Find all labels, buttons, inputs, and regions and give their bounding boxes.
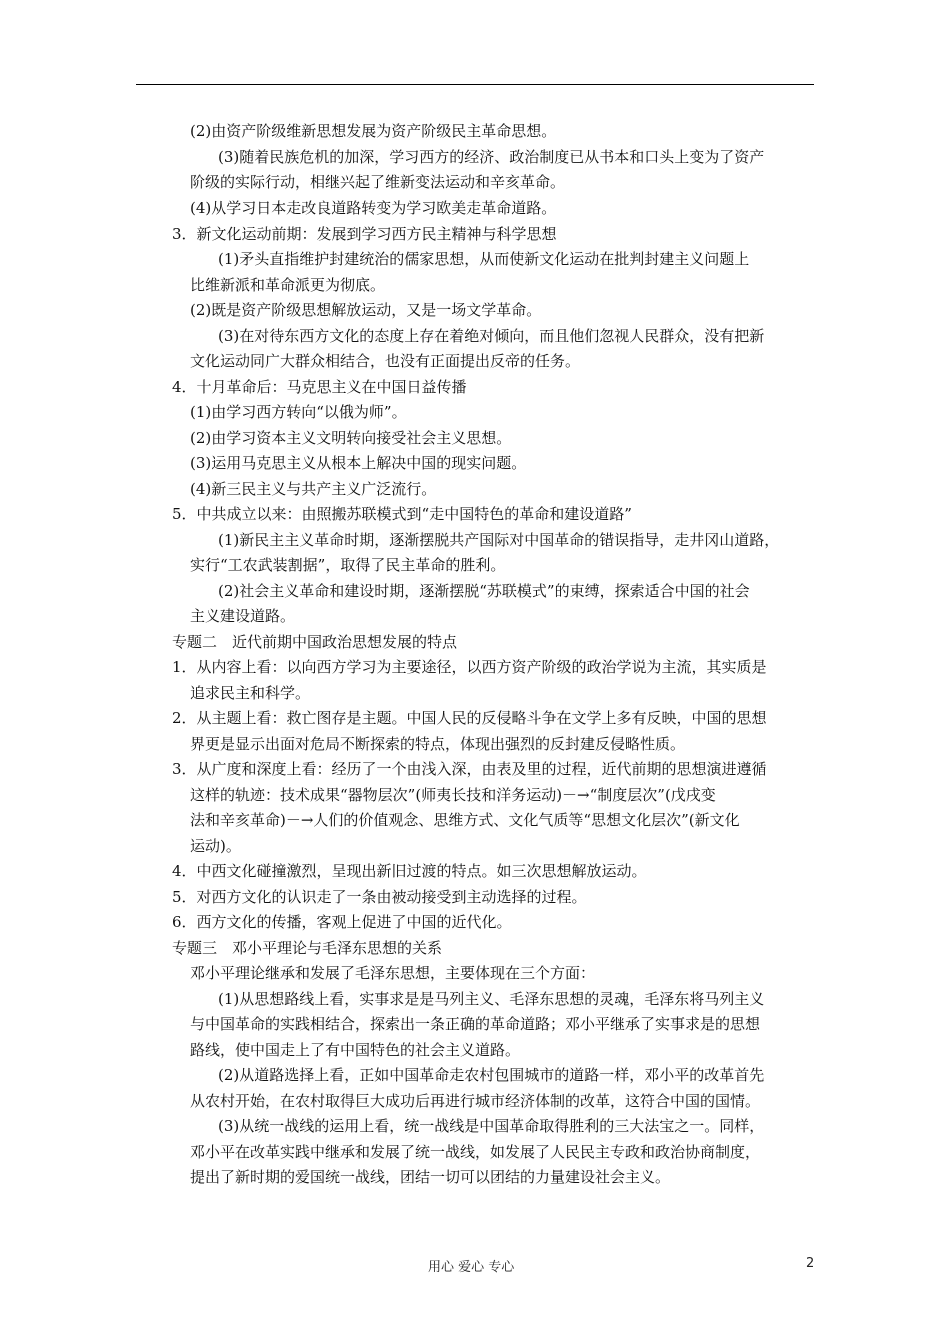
topic-heading: 专题二 近代前期中国政治思想发展的特点 bbox=[172, 633, 458, 651]
text-line: 界更是显示出面对危局不断探索的特点，体现出强烈的反封建反侵略性质。 bbox=[190, 735, 686, 753]
text-line: 2．从主题上看：救亡图存是主题。中国人民的反侵略斗争在文学上多有反映，中国的思想 bbox=[172, 709, 767, 727]
text-line: 追求民主和科学。 bbox=[190, 684, 311, 702]
text-line: (2)由学习资本主义文明转向接受社会主义思想。 bbox=[190, 429, 512, 447]
text-line: 文化运动同广大群众相结合，也没有正面提出反帝的任务。 bbox=[190, 352, 581, 370]
text-line: 阶级的实际行动，相继兴起了维新变法运动和辛亥革命。 bbox=[190, 173, 566, 191]
text-line: 运动)。 bbox=[190, 837, 241, 855]
section-item-heading: 3．新文化运动前期：发展到学习西方民主精神与科学思想 bbox=[172, 225, 557, 243]
text-line: 提出了新时期的爱国统一战线，团结一切可以团结的力量建设社会主义。 bbox=[190, 1168, 671, 1186]
text-line: 与中国革命的实践相结合，探索出一条正确的革命道路；邓小平继承了实事求是的思想 bbox=[190, 1015, 761, 1033]
footer-motto: 用心 爱心 专心 bbox=[428, 1260, 515, 1275]
header-rule bbox=[136, 84, 814, 85]
text-line: (3)在对待东西方文化的态度上存在着绝对倾向，而且他们忽视人民群众，没有把新 bbox=[218, 327, 765, 345]
text-line: 3．从广度和深度上看：经历了一个由浅入深，由表及里的过程，近代前期的思想演进遵循 bbox=[172, 760, 767, 778]
text-line: 主义建设道路。 bbox=[190, 607, 296, 625]
text-line: 这样的轨迹：技术成果“器物层次”(师夷长技和洋务运动)－→“制度层次”(戊戌变 bbox=[190, 786, 716, 804]
text-line: (4)从学习日本走改良道路转变为学习欧美走革命道路。 bbox=[190, 199, 557, 217]
text-line: (2)由资产阶级维新思想发展为资产阶级民主革命思想。 bbox=[190, 122, 557, 140]
text-line: (1)从思想路线上看，实事求是是马列主义、毛泽东思想的灵魂，毛泽东将马列主义 bbox=[218, 990, 765, 1008]
page-number: 2 bbox=[806, 1256, 815, 1271]
text-line: 1．从内容上看：以向西方学习为主要途径，以西方资产阶级的政治学说为主流，其实质是 bbox=[172, 658, 767, 676]
text-line: 邓小平理论继承和发展了毛泽东思想，主要体现在三个方面： bbox=[190, 964, 596, 982]
section-item-heading: 5．中共成立以来：由照搬苏联模式到“走中国特色的革命和建设道路” bbox=[172, 505, 632, 523]
text-line: (3)随着民族危机的加深，学习西方的经济、政治制度已从书本和口头上变为了资产 bbox=[218, 148, 765, 166]
text-line: 比维新派和革命派更为彻底。 bbox=[190, 276, 386, 294]
text-line: 邓小平在改革实践中继承和发展了统一战线，如发展了人民民主专政和政治协商制度， bbox=[190, 1143, 761, 1161]
text-line: 实行“工农武装割据”，取得了民主革命的胜利。 bbox=[190, 556, 506, 574]
text-line: (1)新民主主义革命时期，逐渐摆脱共产国际对中国革命的错误指导，走井冈山道路， bbox=[218, 531, 780, 549]
text-line: 5．对西方文化的认识走了一条由被动接受到主动选择的过程。 bbox=[172, 888, 587, 906]
text-line: (2)既是资产阶级思想解放运动，又是一场文学革命。 bbox=[190, 301, 542, 319]
text-line: (2)社会主义革命和建设时期，逐渐摆脱“苏联模式”的束缚，探索适合中国的社会 bbox=[218, 582, 750, 600]
text-line: 从农村开始，在农村取得巨大成功后再进行城市经济体制的改革，这符合中国的国情。 bbox=[190, 1092, 761, 1110]
text-line: 路线，使中国走上了有中国特色的社会主义道路。 bbox=[190, 1041, 521, 1059]
text-line: 6．西方文化的传播，客观上促进了中国的近代化。 bbox=[172, 913, 512, 931]
text-line: (2)从道路选择上看，正如中国革命走农村包围城市的道路一样，邓小平的改革首先 bbox=[218, 1066, 765, 1084]
text-line: (4)新三民主义与共产主义广泛流行。 bbox=[190, 480, 437, 498]
section-item-heading: 4．十月革命后：马克思主义在中国日益传播 bbox=[172, 378, 467, 396]
text-line: (3)从统一战线的运用上看，统一战线是中国革命取得胜利的三大法宝之一。同样， bbox=[218, 1117, 765, 1135]
text-line: 4．中西文化碰撞激烈，呈现出新旧过渡的特点。如三次思想解放运动。 bbox=[172, 862, 647, 880]
topic-heading: 专题三 邓小平理论与毛泽东思想的关系 bbox=[172, 939, 443, 957]
text-line: 法和辛亥革命)－→人们的价值观念、思维方式、文化气质等“思想文化层次”(新文化 bbox=[190, 811, 740, 829]
text-line: (1)由学习西方转向“以俄为师”。 bbox=[190, 403, 407, 421]
text-line: (1)矛头直指维护封建统治的儒家思想，从而使新文化运动在批判封建主义问题上 bbox=[218, 250, 750, 268]
text-line: (3)运用马克思主义从根本上解决中国的现实问题。 bbox=[190, 454, 527, 472]
